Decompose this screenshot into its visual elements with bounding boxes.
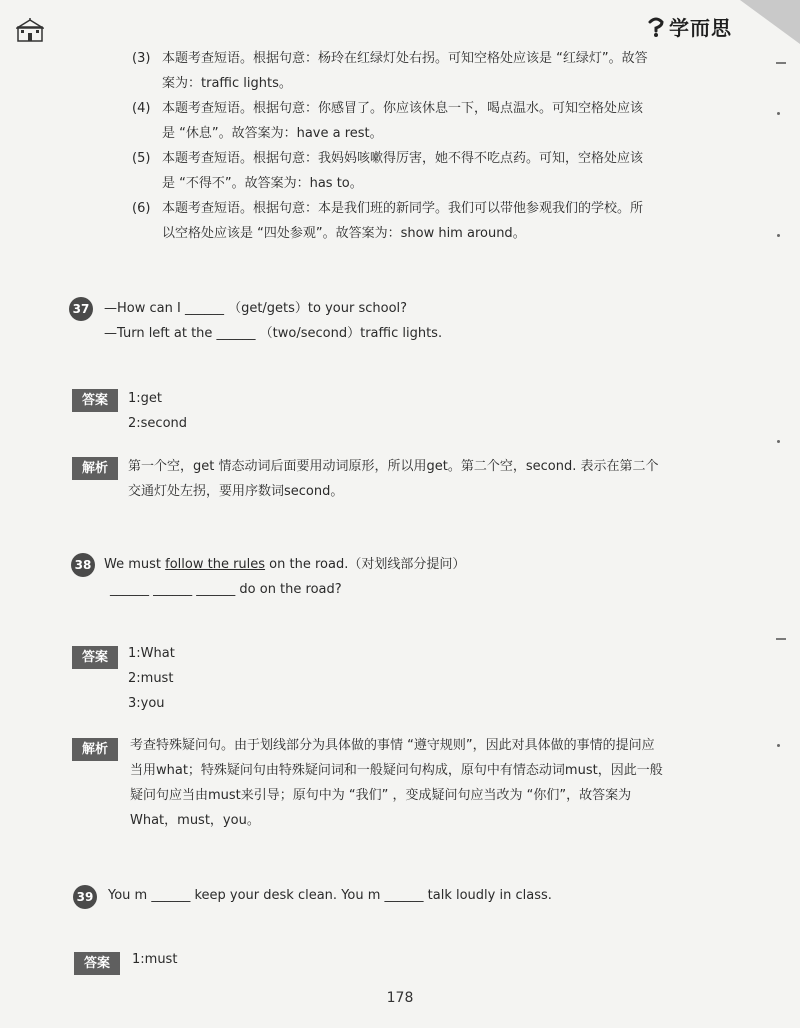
question-line: —How can I ______ （get/gets）to your school? [104,301,408,316]
item-number: (6) [132,201,151,216]
explanation-line: 本题考查短语。根据句意：我妈妈咳嗽得厉害，她不得不吃点药。可知，空格处应该 [162,151,644,166]
question-line: ______ ______ ______ do on the road? [110,582,342,597]
explanation-line: 是 “休息”。故答案为：have a rest。 [162,126,383,141]
explanation-line: 本题考查短语。根据句意：杨玲在红绿灯处右拐。可知空格处应该是 “红绿灯”。故答 [162,51,648,66]
answer-line: 3:you [128,696,165,711]
edge-mark [777,112,780,115]
question-line: —Turn left at the ______ （two/second）traffic lights. [104,326,443,341]
edge-mark [776,638,786,640]
answer-line: 2:second [128,416,188,431]
page-number: 178 [386,990,414,1006]
analysis-line: 疑问句应当由must来引导；原句中为 “我们” ，变成疑问句应当改为 “你们”，故答案为 [130,788,632,803]
answer-tag: 答案 [74,952,120,975]
brand-name: 学而思 [669,16,732,40]
analysis-line: 交通灯处左拐，要用序数词second。 [128,484,344,499]
analysis-line: 第一个空，get 情态动词后面要用动词原形，所以用get。第二个空，second. 表示在第二个 [128,459,659,474]
edge-mark [777,744,780,747]
analysis-tag: 解析 [72,738,118,761]
answer-line: 1:What [128,646,175,661]
analysis-line: 考查特殊疑问句。由于划线部分为具体做的事情 “遵守规则”，因此对具体做的事情的提问应 [130,738,655,753]
answer-tag: 答案 [72,389,118,412]
question-line [104,552,465,577]
item-number: (4) [132,101,151,116]
answer-tag: 答案 [72,646,118,669]
page-corner-fold [740,0,800,44]
item-number: (5) [132,151,151,166]
explanation-line: 本题考查短语。根据句意：本是我们班的新同学。我们可以带他参观我们的学校。所 [162,201,644,216]
item-number: (3) [132,51,151,66]
question-number-badge: 37 [69,297,93,321]
analysis-line: 当用what；特殊疑问句由特殊疑问词和一般疑问句构成，原句中有情态动词must，因此一般 [130,763,663,778]
question-number-badge: 39 [73,885,97,909]
analysis-line: What，must，you。 [130,813,260,828]
explanation-line: 本题考查短语。根据句意：你感冒了。你应该休息一下，喝点温水。可知空格处应该 [162,101,644,116]
school-building-icon [16,18,44,42]
xueersi-logo-icon [647,16,665,38]
edge-mark [777,234,780,237]
underlined-phrase: follow the rules [165,557,266,572]
question-text: on the road.（对划线部分提问） [265,557,466,572]
answer-line: 1:get [128,391,162,406]
question-number-badge: 38 [71,553,95,577]
answer-line: 2:must [128,671,174,686]
answer-line: 1:must [132,952,178,967]
edge-mark [776,62,786,64]
question-text: We must [104,557,166,572]
brand-logo [647,12,732,41]
analysis-tag: 解析 [72,457,118,480]
edge-mark [777,440,780,443]
question-line: You m ______ keep your desk clean. You m ______ talk loudly in class. [108,888,552,903]
explanation-line: 以空格处应该是 “四处参观”。故答案为：show him around。 [162,226,526,241]
explanation-line: 是 “不得不”。故答案为：has to。 [162,176,363,191]
explanation-line: 案为：traffic lights。 [162,76,292,91]
